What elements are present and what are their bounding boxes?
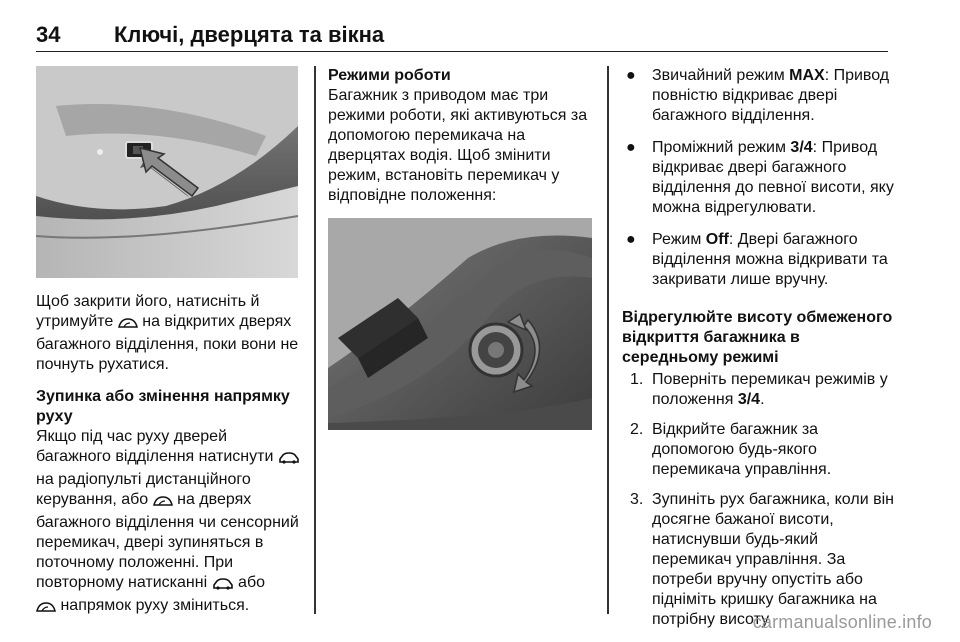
text-span: на дверях багажного відділення чи сенсорний перемикач, двері зупиняться в поточному положенні. При повторному натисканні bbox=[36, 491, 299, 591]
stop-direction-paragraph bbox=[36, 427, 304, 619]
column-left bbox=[36, 66, 304, 619]
mode-label: MAX bbox=[789, 67, 825, 84]
text-span: : Привод повністю відкриває двері багажного відділення. bbox=[652, 67, 890, 124]
text-span: : Двері багажного відділення можна відкривати та закривати лише вручну. bbox=[652, 231, 888, 288]
watermark: carmanualsonline.info bbox=[752, 612, 932, 632]
mode-bullet-off bbox=[622, 230, 894, 290]
stop-direction-heading: Зупинка або змінення напрямку руху bbox=[36, 388, 290, 425]
step-item bbox=[622, 420, 894, 480]
text-span: напрямок руху зміниться. bbox=[60, 597, 250, 614]
page-header bbox=[36, 22, 888, 52]
text-span: Звичайний режим bbox=[652, 67, 790, 84]
text-span: на відкритих дверях багажного відділення, поки вони не почнуть рухатися. bbox=[36, 313, 299, 373]
text-span: . bbox=[760, 391, 765, 408]
mode-label: 3/4 bbox=[737, 391, 761, 408]
step-item bbox=[622, 490, 894, 630]
text-span: Поверніть перемикач режимів у положення bbox=[652, 371, 888, 408]
bullet-marker: ● bbox=[626, 67, 636, 84]
adjust-height-heading: Відрегулюйте висоту обмеженого відкриття багажника в середньому режимі bbox=[622, 309, 893, 366]
text-span: Якщо під час руху дверей багажного відділення натиснути bbox=[36, 428, 274, 465]
text-span: Щоб закрити його, натисніть й утримуйте bbox=[36, 293, 260, 330]
column-right bbox=[622, 66, 894, 640]
column-middle bbox=[328, 66, 596, 430]
text-span: або bbox=[238, 574, 266, 591]
tailgate-button-icon bbox=[118, 315, 138, 335]
text-span: Відкрийте багажник за допомогою будь-якого перемикача управління. bbox=[652, 421, 832, 478]
close-paragraph bbox=[36, 292, 304, 375]
car-remote-icon bbox=[278, 450, 300, 470]
tailgate-button-photo bbox=[36, 66, 298, 278]
bullet-marker: ● bbox=[626, 231, 636, 248]
mode-label: Off bbox=[705, 231, 729, 248]
page-number: 34 bbox=[36, 22, 61, 47]
page-title: Ключі, дверцята та вікна bbox=[114, 22, 385, 47]
car-remote-icon bbox=[212, 576, 234, 596]
mode-bullet-max bbox=[622, 66, 894, 126]
text-span: Проміжний режим bbox=[652, 139, 791, 156]
step-item bbox=[622, 370, 894, 410]
step-number: 3. bbox=[630, 491, 644, 508]
column-divider bbox=[607, 66, 609, 614]
bullet-marker: ● bbox=[626, 139, 636, 156]
step-number: 1. bbox=[630, 371, 644, 388]
tailgate-button-icon bbox=[36, 599, 56, 619]
step-number: 2. bbox=[630, 421, 644, 438]
text-span: на радіопульті дистанційного керування, або bbox=[36, 471, 251, 508]
mode-switch-photo bbox=[328, 218, 592, 430]
column-divider bbox=[314, 66, 316, 614]
modes-heading: Режими роботи bbox=[328, 67, 451, 84]
mode-label: 3/4 bbox=[790, 139, 813, 156]
text-span: Зупиніть рух багажника, коли він досягне бажаної висоти, натиснувши будь-який перемикач управління. За потреби вручну опустіть або підніміть кришку багажника на потрібну висоту. bbox=[652, 491, 894, 628]
text-span: : Привод відкриває двері багажного відділення до певної висоти, яку можна відрегулювати. bbox=[652, 139, 894, 216]
text-span: Режим bbox=[652, 231, 706, 248]
tailgate-button-icon bbox=[153, 493, 173, 513]
mode-bullet-three-quarter bbox=[622, 138, 894, 218]
modes-paragraph: Багажник з приводом має три режими роботи, які активуються за допомогою перемикача на дверцятах водія. Щоб змінити режим, встановіть перемикач у відповідне положення: bbox=[328, 87, 588, 204]
